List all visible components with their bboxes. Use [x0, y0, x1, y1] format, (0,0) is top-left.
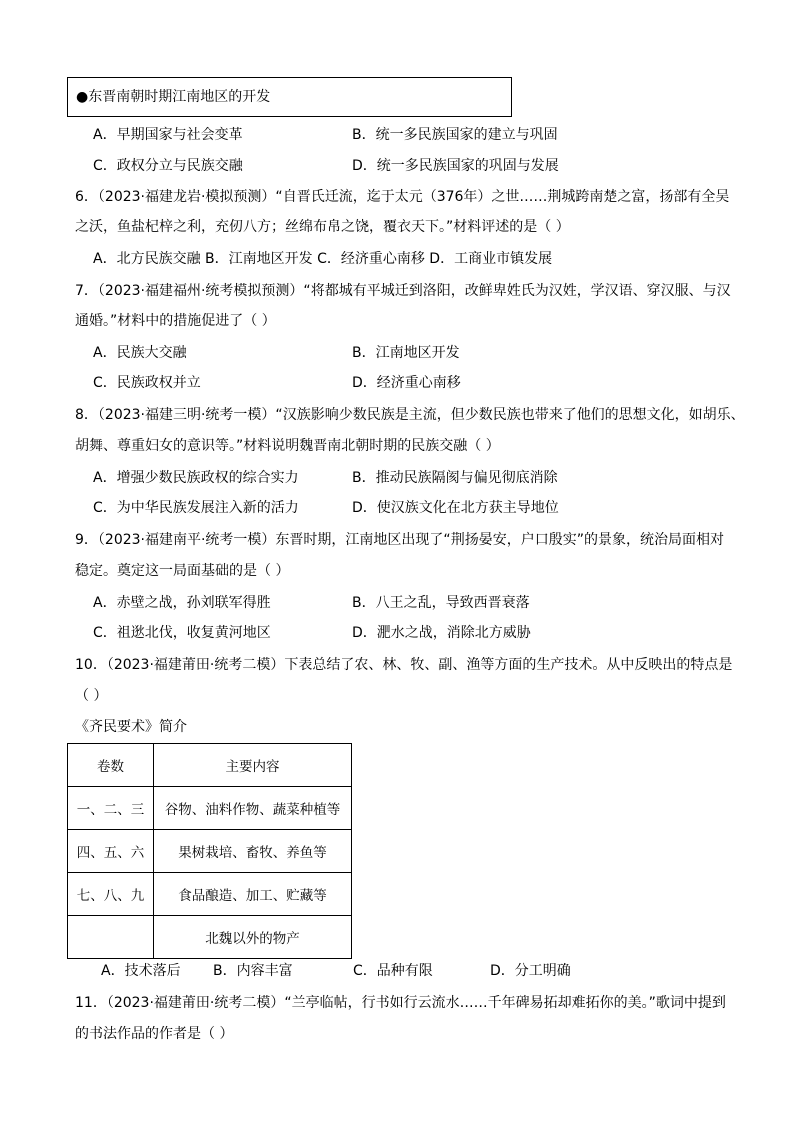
q8-option-b: B．推动民族隔阂与偏见彻底消除 — [352, 470, 558, 486]
q9-option-b: B．八王之乱，导致西晋衰落 — [352, 595, 530, 611]
q8-option-d: D．使汉族文化在北方获主导地位 — [352, 500, 559, 516]
table-cell: 一、二、三 — [68, 787, 154, 830]
q10-stem-line2: （ ） — [75, 688, 108, 704]
q5-option-a: A．早期国家与社会变革 — [93, 127, 243, 143]
q11-stem-line2: 的书法作品的作者是（ ） — [75, 1026, 234, 1042]
topic-box-text: ●东晋南朝时期江南地区的开发 — [76, 89, 271, 105]
q5-option-c: C．政权分立与民族交融 — [93, 158, 243, 174]
table-row — [68, 830, 352, 873]
q6-stem-line1: 6．（2023·福建龙岩·模拟预测）“自晋氏迁流，迄于太元（376年）之世……荆城跨南楚之富，扬部有全吴 — [75, 189, 730, 205]
q11-stem-line1: 11．（2023·福建莆田·统考二模）“兰亭临帖，行书如行云流水……千年碑易拓却难拓你的美。”歌词中提到 — [75, 995, 726, 1011]
q5-option-d: D．统一多民族国家的巩固与发展 — [352, 158, 559, 174]
table-cell: 食品酿造、加工、贮藏等 — [154, 873, 352, 916]
q8-stem-line1: 8．（2023·福建三明·统考一模）“汉族影响少数民族是主流，但少数民族也带来了他们的思想文化，如胡乐、 — [75, 407, 745, 423]
q5-option-b: B．统一多民族国家的建立与巩固 — [352, 127, 558, 143]
topic-box — [67, 77, 512, 117]
q7-option-a: A．民族大交融 — [93, 345, 187, 361]
table-cell: 四、五、六 — [68, 830, 154, 873]
q9-stem-line2: 稳定。奠定这一局面基础的是（ ） — [75, 563, 290, 579]
qimin-yaoshu-table — [67, 743, 352, 959]
table-header-cell: 卷数 — [68, 744, 154, 787]
table-cell — [68, 916, 154, 959]
q9-stem-line1: 9．（2023·福建南平·统考一模）东晋时期，江南地区出现了“荆扬晏安，户口殷实”的景象，统治局面相对 — [75, 532, 724, 548]
q10-table-title: 《齐民要术》简介 — [75, 719, 187, 735]
q7-option-c: C．民族政权并立 — [93, 375, 201, 391]
table-cell: 果树栽培、畜牧、养鱼等 — [154, 830, 352, 873]
q10-option-d: D．分工明确 — [490, 963, 571, 979]
q9-option-a: A．赤壁之战，孙刘联军得胜 — [93, 595, 271, 611]
table-cell: 七、八、九 — [68, 873, 154, 916]
table-header-row — [68, 744, 352, 787]
q7-stem-line2: 通婚。”材料中的措施促进了（ ） — [75, 313, 276, 329]
q9-option-d: D．淝水之战，消除北方威胁 — [352, 625, 531, 641]
q6-stem-line2: 之沃，鱼盐杞梓之利，充仞八方；丝绵布帛之饶，覆衣天下。”材料评述的是（ ） — [75, 219, 570, 235]
q8-option-c: C．为中华民族发展注入新的活力 — [93, 500, 299, 516]
q10-stem-line1: 10．（2023·福建莆田·统考二模）下表总结了农、林、牧、副、渔等方面的生产技术。从中反映出的特点是 — [75, 657, 733, 673]
q6-options: A．北方民族交融 B．江南地区开发 C．经济重心南移 D．工商业市镇发展 — [93, 251, 553, 267]
table-row — [68, 787, 352, 830]
q10-option-b: B．内容丰富 — [213, 963, 293, 979]
table-row — [68, 873, 352, 916]
table-cell: 谷物、油料作物、蔬菜种植等 — [154, 787, 352, 830]
q8-stem-line2: 胡舞、尊重妇女的意识等。”材料说明魏晋南北朝时期的民族交融（ ） — [75, 438, 500, 454]
q7-option-b: B．江南地区开发 — [352, 345, 460, 361]
table-header-cell: 主要内容 — [154, 744, 352, 787]
q7-option-d: D．经济重心南移 — [352, 375, 461, 391]
q7-stem-line1: 7．（2023·福建福州·统考模拟预测）“将都城有平城迁到洛阳，改鲜卑姓氏为汉姓，学汉语、穿汉服、与汉 — [75, 283, 731, 299]
q10-option-a: A．技术落后 — [101, 963, 181, 979]
q10-option-c: C．品种有限 — [353, 963, 433, 979]
q8-option-a: A．增强少数民族政权的综合实力 — [93, 470, 299, 486]
table-row — [68, 916, 352, 959]
q9-option-c: C．祖逖北伐，收复黄河地区 — [93, 625, 271, 641]
table-cell: 北魏以外的物产 — [154, 916, 352, 959]
